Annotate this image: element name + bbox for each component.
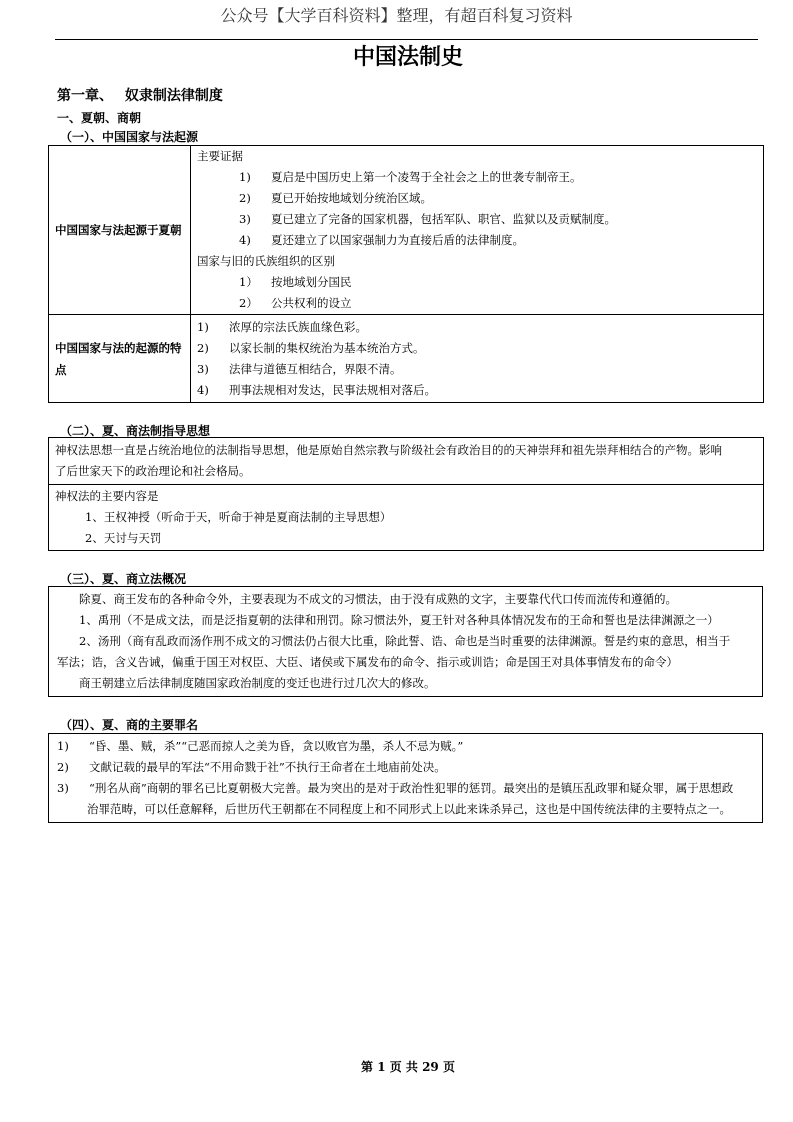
list-item: [49, 778, 762, 799]
list-number: 2): [197, 340, 209, 355]
list-text: “昏、墨、贼，杀”“己恶而掠人之美为昏，贪以败官为墨，杀人不忌为贼。”: [89, 739, 464, 753]
cell-text: 神权法的主要内容是: [55, 489, 159, 503]
list-number: 4): [239, 233, 251, 247]
list-item: [197, 188, 757, 209]
table-row: [49, 438, 764, 485]
table-row: [49, 146, 764, 315]
paragraph-line: 商王朝建立后法律制度随国家政治制度的变迁也进行过几次大的修改。: [79, 676, 436, 690]
list-item: 2、天讨与天罚: [85, 531, 162, 545]
list-number: 1）: [239, 275, 258, 289]
list-item: [197, 380, 757, 401]
paragraph-line: 除夏、商王发布的各种命令外，主要表现为不成文的习惯法，由于没有成熟的文字，主要靠代代口传而流传和遵循的。: [79, 592, 677, 606]
list-text: 公共权利的设立: [271, 296, 352, 310]
list-text: 法律与道德互相结合，界限不清。: [229, 361, 402, 376]
list-text: 夏启是中国历史上第一个凌驾于全社会之上的世袭专制帝王。: [271, 170, 582, 184]
list-number: 1): [57, 739, 69, 753]
list-text: 夏已开始按地域划分统治区域。: [271, 191, 432, 205]
paragraph-line: 1、禹刑（不是成文法，而是泛指夏朝的法律和刑罚。除习惯法外，夏王针对各种具体情况发布的王命和誓也是法律渊源之一）: [79, 613, 719, 627]
document-title: 中国法制史: [352, 45, 463, 70]
list-text: 按地域划分国民: [271, 275, 352, 289]
list-number: 4): [197, 382, 209, 397]
table-row: [49, 485, 764, 551]
thought-table: [48, 437, 764, 551]
list-text: 刑事法规相对发达，民事法规相对落后。: [229, 382, 436, 397]
list-number: 1): [197, 319, 209, 334]
cell-text: 了后世家天下的政治理论和社会格局。: [55, 464, 251, 478]
crimes-box: [48, 733, 763, 823]
list-item: [197, 359, 757, 380]
list-item: [49, 757, 762, 778]
list-item: [197, 209, 757, 230]
cell-text: 国家与旧的氏族组织的区别: [197, 254, 335, 268]
table-row: [49, 315, 764, 403]
list-item: [197, 272, 757, 293]
row-label: 中国国家与法起源于夏朝: [55, 223, 182, 237]
paragraph-line: 军法；诰，含义告诫，偏重于国王对权臣、大臣、诸侯或下属发布的命令、指示或训诰；命是国王对具体事情发布的命令）: [57, 655, 678, 669]
cell-text: 神权法思想一直是占统治地位的法制指导思想，他是原始自然宗教与阶级社会有政治目的的天神崇拜和祖先崇拜相结合的产物。影响: [55, 443, 722, 457]
list-number: 3): [197, 361, 209, 376]
paragraph-line: 2、汤刑（商有乱政而汤作刑不成文的习惯法仍占很大比重，除此誓、诰、命也是当时重要的法律渊源。誓是约束的意思，相当于: [79, 634, 731, 648]
list-number: 3): [239, 212, 251, 226]
list-item: 1、王权神授（听命于天，听命于神是夏商法制的主导思想）: [85, 510, 392, 524]
list-item: [197, 338, 757, 359]
list-number: 2): [57, 760, 69, 774]
legislation-box: [48, 586, 763, 697]
list-item-continuation: 治罪范畴，可以任意解释，后世历代王朝都在不同程度上和不同形式上以此来诛杀异己，这也是中国传统法律的主要特点之一。: [87, 802, 731, 816]
list-number: 2): [239, 191, 251, 205]
list-number: 3): [57, 781, 69, 795]
origin-table: [48, 145, 764, 403]
subsection-4-heading: （四）、夏、商的主要罪名: [60, 718, 199, 732]
subsection-3-heading: （三）、夏、商立法概况: [60, 572, 187, 586]
subsection-1-heading: （一）、中国国家与法起源: [60, 130, 199, 144]
list-number: 1): [239, 170, 251, 184]
list-text: 文献记载的最早的军法“不用命戮于社”不执行王命者在土地庙前处决。: [89, 760, 446, 774]
list-text: 夏还建立了以国家强制力为直接后盾的法律制度。: [271, 233, 524, 247]
page-footer: 第 1 页 共 29 页: [361, 1060, 455, 1074]
list-item: [197, 317, 757, 338]
row-label: 中国国家与法的起源的特点: [55, 340, 182, 377]
list-item: [197, 293, 757, 314]
list-text: “刑名从商”商朝的罪名已比夏朝极大完善。最为突出的是对于政治性犯罪的惩罚。最突出的是镇压乱政罪和疑众罪，属于思想政: [89, 781, 734, 795]
list-text: 浓厚的宗法氏族血缘色彩。: [229, 319, 367, 334]
page-header: 公众号【大学百科资料】整理，有超百科复习资料: [220, 6, 573, 25]
list-text: 夏已建立了完备的国家机器，包括军队、职官、监狱以及贡赋制度。: [271, 212, 616, 226]
list-item: [49, 736, 762, 757]
chapter-heading: 第一章、 奴隶制法律制度: [57, 88, 223, 104]
list-text: 以家长制的集权统治为基本统治方式。: [229, 340, 425, 355]
list-item: [197, 230, 757, 251]
list-number: 2）: [239, 296, 258, 310]
subsection-2-heading: （二）、夏、商法制指导思想: [60, 424, 211, 438]
list-item: [197, 167, 757, 188]
section-heading: 一、夏朝、商朝: [57, 111, 142, 125]
cell-text: 主要证据: [197, 149, 243, 163]
